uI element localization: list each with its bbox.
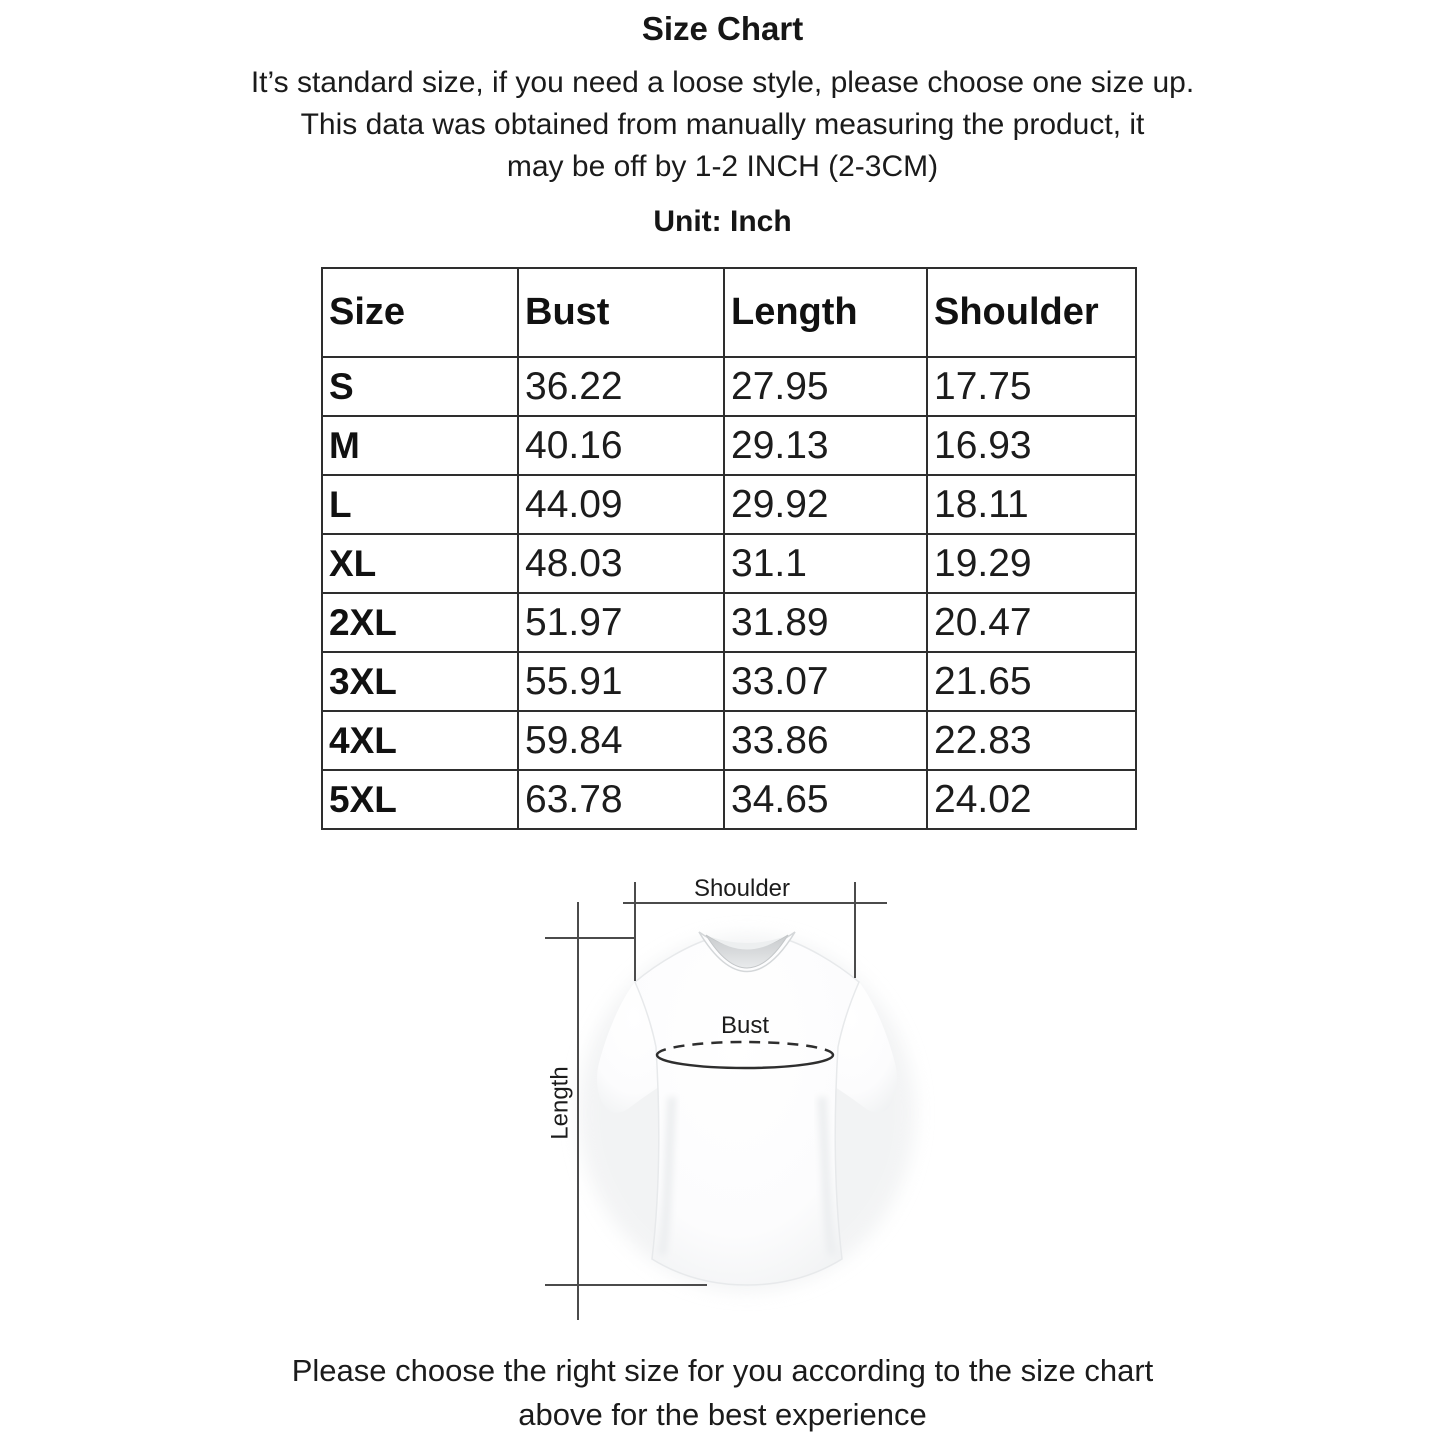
table-row (322, 652, 1136, 711)
cell-length: 31.1 (724, 534, 927, 593)
cell-bust: 44.09 (518, 475, 724, 534)
length-label: Length (546, 1066, 574, 1140)
cell-bust: 63.78 (518, 770, 724, 829)
cell-bust: 59.84 (518, 711, 724, 770)
footer-line: Please choose the right size for you according to the size chart (291, 1353, 1154, 1388)
cell-size: 4XL (322, 711, 518, 770)
intro-line: may be off by 1-2 INCH (2-3CM) (506, 150, 939, 183)
cell-size: 2XL (322, 593, 518, 652)
cell-length: 33.07 (724, 652, 927, 711)
footer-line: above for the best experience (518, 1397, 927, 1432)
cell-shoulder: 20.47 (927, 593, 1136, 652)
table-row (322, 711, 1136, 770)
table-row (322, 534, 1136, 593)
cell-shoulder: 19.29 (927, 534, 1136, 593)
cell-bust: 48.03 (518, 534, 724, 593)
cell-size: XL (322, 534, 518, 593)
table-row (322, 357, 1136, 416)
cell-size: L (322, 475, 518, 534)
cell-shoulder: 22.83 (927, 711, 1136, 770)
cell-length: 31.89 (724, 593, 927, 652)
page-title: Size Chart (641, 10, 804, 47)
cell-size: S (322, 357, 518, 416)
intro-text (0, 62, 1445, 188)
cell-size: 3XL (322, 652, 518, 711)
cell-size: 5XL (322, 770, 518, 829)
cell-bust: 40.16 (518, 416, 724, 475)
cell-shoulder: 24.02 (927, 770, 1136, 829)
cell-shoulder: 21.65 (927, 652, 1136, 711)
cell-shoulder: 18.11 (927, 475, 1136, 534)
footer-text (0, 1349, 1445, 1437)
table-row (322, 593, 1136, 652)
cell-size: M (322, 416, 518, 475)
table-row (322, 416, 1136, 475)
cell-length: 34.65 (724, 770, 927, 829)
cell-shoulder: 17.75 (927, 357, 1136, 416)
col-header-bust: Bust (518, 268, 724, 357)
cell-shoulder: 16.93 (927, 416, 1136, 475)
cell-length: 29.92 (724, 475, 927, 534)
bust-label: Bust (720, 1012, 770, 1039)
intro-line: It’s standard size, if you need a loose style, please choose one size up. (250, 66, 1195, 99)
size-table (321, 267, 1137, 830)
cell-length: 29.13 (724, 416, 927, 475)
cell-length: 27.95 (724, 357, 927, 416)
col-header-size: Size (322, 268, 518, 357)
table-row (322, 475, 1136, 534)
table-row (322, 770, 1136, 829)
intro-line: This data was obtained from manually measuring the product, it (300, 108, 1145, 141)
cell-length: 33.86 (724, 711, 927, 770)
col-header-shoulder: Shoulder (927, 268, 1136, 357)
shoulder-label: Shoulder (693, 875, 791, 902)
col-header-length: Length (724, 268, 927, 357)
unit-label: Unit: Inch (653, 205, 792, 238)
tshirt-measurement-diagram (520, 865, 980, 1335)
cell-bust: 55.91 (518, 652, 724, 711)
cell-bust: 51.97 (518, 593, 724, 652)
size-table-header-row (322, 268, 1136, 357)
cell-bust: 36.22 (518, 357, 724, 416)
